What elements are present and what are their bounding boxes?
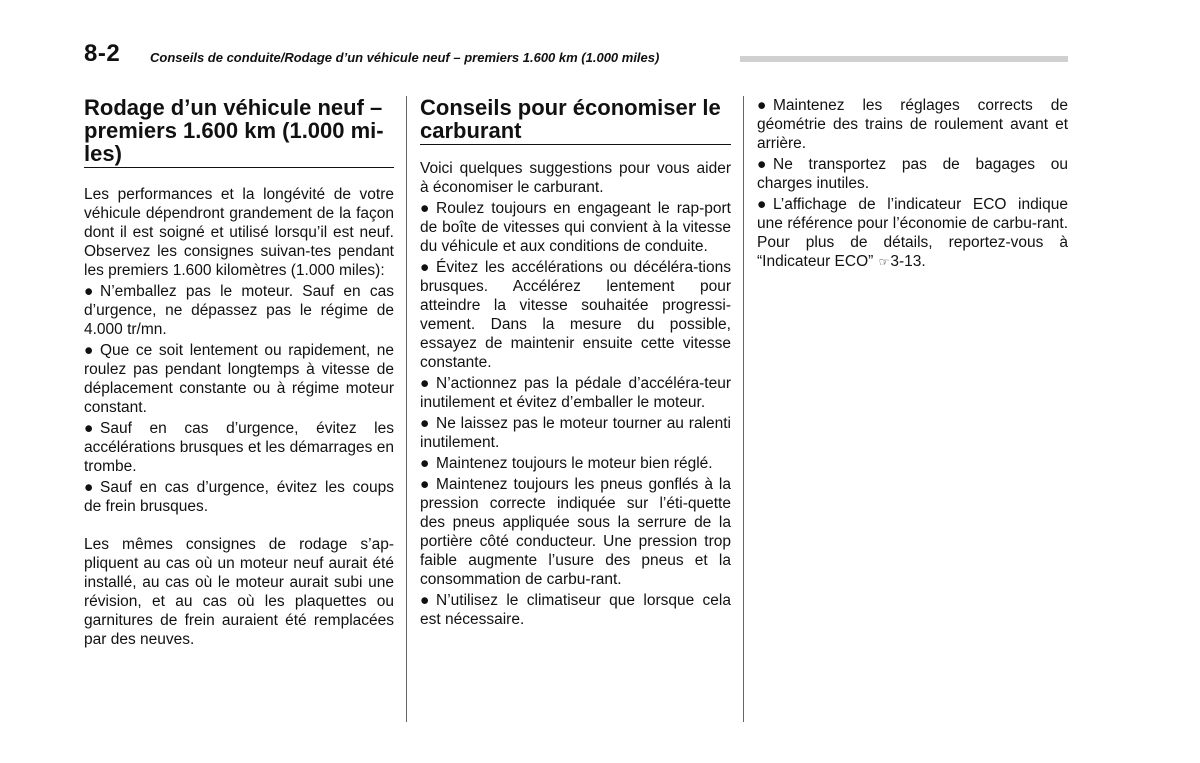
list-item: ● N’utilisez le climatiseur que lorsque cela est nécessaire.: [420, 592, 731, 628]
section-heading-break-in: Rodage d’un véhicule neuf – premiers 1.600 km (1.000 mi-les): [84, 96, 394, 168]
page-header: [84, 42, 1068, 66]
bullet-icon: ●: [420, 476, 430, 493]
page-reference-link[interactable]: 3-13.: [890, 253, 926, 270]
column-fuel-economy: [420, 96, 731, 631]
list-item: ● Maintenez les réglages corrects de géométrie des trains de roulement avant et arrière.: [757, 97, 1068, 152]
bullet-icon: ●: [420, 455, 430, 472]
bullet-icon: ●: [757, 97, 767, 114]
bullet-icon: ●: [84, 283, 94, 300]
header-rule: [740, 56, 1068, 62]
list-item: ● Ne transportez pas de bagages ou charges inutiles.: [757, 156, 1068, 192]
bullet-icon: ●: [420, 592, 430, 609]
column-break-in: [84, 96, 394, 651]
paragraph: Les performances et la longévité de votre véhicule dépendront grandement de la façon dont il est soigné et utilisé lorsqu’il est neuf. Observez les consignes suivan-tes pendant les premiers 1.600 kilomètres (1.000 miles):: [84, 186, 394, 279]
bullet-icon: ●: [420, 375, 430, 392]
list-item: ● Maintenez toujours le moteur bien réglé.: [420, 455, 713, 472]
list-item: ● Roulez toujours en engageant le rap-port de boîte de vitesses qui convient à la vitesse du véhicule et aux conditions de conduite.: [420, 200, 731, 255]
column-divider-1: [406, 96, 407, 722]
list-item: ● Ne laissez pas le moteur tourner au ralenti inutilement.: [420, 415, 731, 451]
column-fuel-economy-cont: [757, 96, 1068, 274]
page-reference-icon: ☞: [878, 255, 890, 269]
section-heading-fuel-economy: Conseils pour économiser le carburant: [420, 96, 731, 145]
list-item: ● N’actionnez pas la pédale d’accéléra-teur inutilement et évitez d’emballer le moteur.: [420, 375, 731, 411]
bullet-icon: ●: [420, 259, 430, 276]
bullet-icon: ●: [420, 200, 430, 217]
bullet-icon: ●: [84, 342, 94, 359]
paragraph: Voici quelques suggestions pour vous aider à économiser le carburant.: [420, 160, 731, 196]
column-divider-2: [743, 96, 744, 722]
list-item: ● Que ce soit lentement ou rapidement, ne roulez pas pendant longtemps à vitesse de déplacement constante ou à régime moteur constant.: [84, 342, 394, 416]
list-item: ● L’affichage de l’indicateur ECO indique une référence pour l’économie de carbu-rant. Pour plus de détails, reportez-vous à “Indicateur ECO” ☞3-13.: [757, 196, 1068, 270]
bullet-icon: ●: [757, 156, 767, 173]
paragraph: Les mêmes consignes de rodage s’ap-pliquent au cas où un moteur neuf aurait été installé, au cas où le moteur aurait subi une révision, et au cas où les plaquettes ou garnitures de frein auraient été remplacées par des neuves.: [84, 536, 394, 648]
running-title: Conseils de conduite/Rodage d’un véhicule neuf – premiers 1.600 km (1.000 miles): [150, 50, 660, 65]
list-item: ● Évitez les accélérations ou décéléra-tions brusques. Accélérez lentement pour atteindre la vitesse souhaitée progressi-vement. Dans la mesure du possible, essayez de maintenir ensuite cette vitesse constante.: [420, 259, 731, 371]
bullet-icon: ●: [84, 479, 94, 496]
list-item: ● N’emballez pas le moteur. Sauf en cas d’urgence, ne dépassez pas le régime de 4.000 tr/mn.: [84, 283, 394, 338]
bullet-icon: ●: [84, 420, 94, 437]
bullet-icon: ●: [420, 415, 430, 432]
list-item: ● Sauf en cas d’urgence, évitez les accélérations brusques et les démarrages en trombe.: [84, 420, 394, 475]
list-item: ● Sauf en cas d’urgence, évitez les coups de frein brusques.: [84, 479, 394, 515]
list-item: ● Maintenez toujours les pneus gonflés à la pression correcte indiquée sur l’éti-quette des pneus appliquée sous la serrure de la portière côté conducteur. Une pression trop faible augmente l’usure des pneus et la consommation de carbu-rant.: [420, 476, 731, 588]
bullet-icon: ●: [757, 196, 767, 213]
page-number: 8-2: [84, 40, 121, 67]
